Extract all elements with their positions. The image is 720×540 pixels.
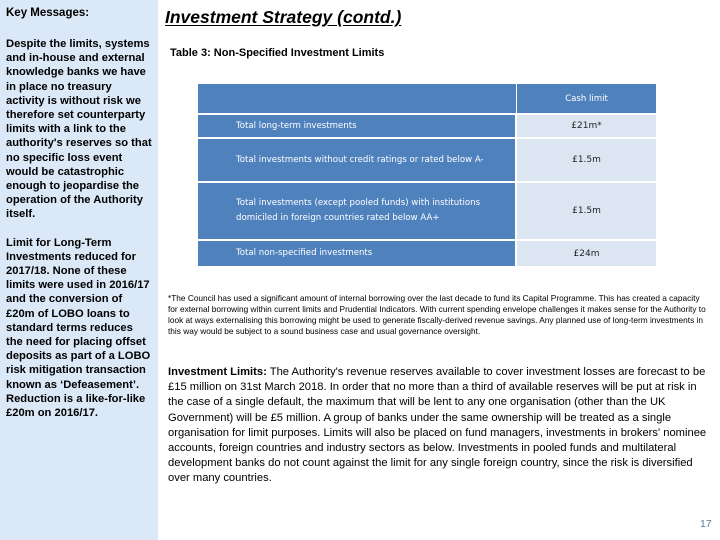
investment-limits-lead: Investment Limits:: [168, 366, 267, 378]
key-message-long-term-limit: Limit for Long-Term Investments reduced for 2017/18. None of these limits were used in 2016/17 and the conversion of £20m of LOBO loans to standard terms reduces the need for placing offset deposits as part of a LOBO risk mitigation transaction known as ‘Defeasement’. Reduction is a like-for-like £20m on 2016/17.: [6, 236, 151, 420]
table-row: [198, 137, 656, 181]
table-header-cash-limit: Cash limit: [517, 84, 656, 113]
row-label: Total non-specified investments: [198, 239, 517, 266]
key-message-risk: Despite the limits, systems and in-house and external knowledge banks we have in place no treasury activity is without risk we therefore set counterparty limits with a link to the authority's reserves so that no specific loss event would be catastrophic enough to jeopardise the operation of the Authority itself.: [6, 38, 152, 221]
row-value: £24m: [517, 239, 656, 266]
page-title: Investment Strategy (contd.): [165, 7, 402, 27]
row-label: Total long-term investments: [198, 113, 517, 137]
table-row: [198, 181, 656, 239]
table-footnote: *The Council has used a significant amount of internal borrowing over the last decade to fund its Capital Programme. This has created a capacity for external borrowing within current limits and Prudential Indicators. With current spending envelope challenges it makes sense for the Authority to look at ways externalising this borrowing might be used to generate fiscally-derived revenue savings. Any planned use of long-term investments in this way would be subject to a sound business case and usual governance oversight.: [168, 293, 706, 336]
row-value: £1.5m: [517, 181, 656, 239]
row-label: Total investments without credit ratings or rated below A-: [198, 137, 517, 181]
table-header-row: [198, 84, 656, 113]
key-messages-sidebar: [0, 0, 158, 540]
table-header-blank: [198, 84, 517, 113]
table-row: [198, 113, 656, 137]
row-value: £1.5m: [517, 137, 656, 181]
investment-limits-paragraph: [168, 365, 713, 487]
table-caption: Table 3: Non-Specified Investment Limits: [170, 47, 385, 59]
page-number: 17: [700, 518, 712, 530]
table-row: [198, 239, 656, 266]
row-label: Total investments (except pooled funds) with institutions domiciled in foreign countries rated below AA+: [198, 181, 517, 239]
key-messages-heading: Key Messages:: [6, 7, 90, 19]
row-value: £21m*: [517, 113, 656, 137]
investment-limits-text: The Authority's revenue reserves available to cover investment losses are forecast to be £15 million on 31st March 2018. In order that no more than a third of available reserves will be put at risk in the case of a single default, the maximum that will be lent to any one organisation (other than the UK Government) will be £5 million. A group of banks under the same ownership will be treated as a single organisation for limit purposes. Limits will also be placed on fund managers, investments in brokers' nominee accounts, foreign countries and industry sectors as below. Investments in pooled funds and multilateral development banks do not count against the limit for any single foreign country, since the risk is diversified over many countries.: [168, 366, 707, 485]
non-specified-limits-table: [198, 84, 656, 266]
